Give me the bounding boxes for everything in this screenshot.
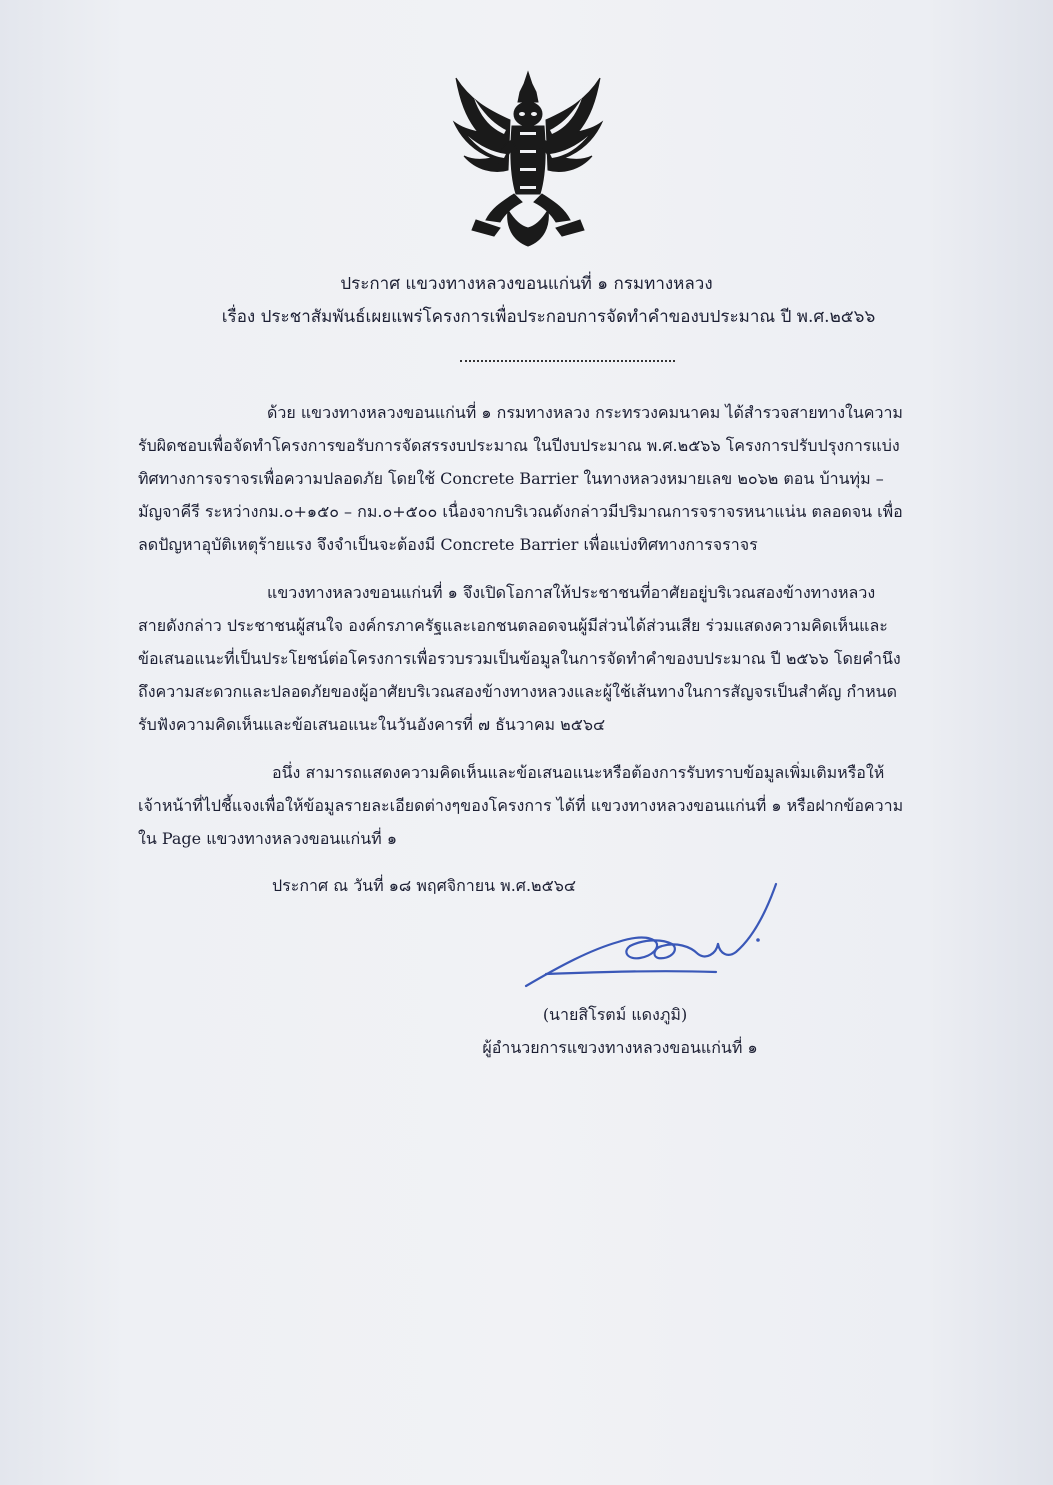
paragraph-1-line: ทิศทางการจราจรเพื่อความปลอดภัย โดยใช้ Concrete Barrier ในทางหลวงหมายเลข ๒๐๖๒ ตอน บ้านทุ่ม – <box>138 469 884 488</box>
paragraph-2-line: ข้อเสนอแนะที่เป็นประโยชน์ต่อโครงการเพื่อรวบรวมเป็นข้อมูลในการจัดทำคำของบประมาณ ปี ๒๕๖๖ โดยคำนึง <box>138 649 901 668</box>
paragraph-1-line: ด้วย แขวงทางหลวงขอนแก่นที่ ๑ กรมทางหลวง กระทรวงคมนาคม ได้สำรวจสายทางในความ <box>267 403 903 422</box>
paragraph-3-line: อนึ่ง สามารถแสดงความคิดเห็นและข้อเสนอแนะหรือต้องการรับทราบข้อมูลเพิ่มเติมหรือให้ <box>272 763 885 782</box>
garuda-emblem-icon <box>448 70 608 250</box>
paragraph-3-line: ใน Page แขวงทางหลวงขอนแก่นที่ ๑ <box>138 829 397 848</box>
announcement-date: ประกาศ ณ วันที่ ๑๘ พฤศจิกายน พ.ศ.๒๕๖๔ <box>272 876 576 895</box>
signature-icon <box>520 878 790 988</box>
paragraph-1-line: รับผิดชอบเพื่อจัดทำโครงการขอรับการจัดสรรงบประมาณ ในปีงบประมาณ พ.ศ.๒๕๖๖ โครงการปรับปรุงการแบ่ง <box>138 436 900 455</box>
paragraph-1-line: ลดปัญหาอุบัติเหตุร้ายแรง จึงจำเป็นจะต้องมี Concrete Barrier เพื่อแบ่งทิศทางการจราจร <box>138 535 758 554</box>
paragraph-2-line: รับฟังความคิดเห็นและข้อเสนอแนะในวันอังคารที่ ๗ ธันวาคม ๒๕๖๔ <box>138 715 606 734</box>
paragraph-3-line: เจ้าหน้าที่ไปชี้แจงเพื่อให้ข้อมูลรายละเอียดต่างๆของโครงการ ได้ที่ แขวงทางหลวงขอนแก่นที่ ๑ หรือฝากข้อความ <box>138 796 904 815</box>
paragraph-2-line: ถึงความสะดวกและปลอดภัยของผู้อาศัยบริเวณสองข้างทางหลวงและผู้ใช้เส้นทางในการสัญจรเป็นสำคัญ กำหนด <box>138 682 897 701</box>
announcement-subject: เรื่อง ประชาสัมพันธ์เผยแพร่โครงการเพื่อประกอบการจัดทำคำของบประมาณ ปี พ.ศ.๒๕๖๖ <box>221 307 876 327</box>
signatory-name: (นายสิโรตม์ แดงภูมิ) <box>542 1005 688 1024</box>
paragraph-2-line: สายดังกล่าว ประชาชนผู้สนใจ องค์กรภาครัฐและเอกชนตลอดจนผู้มีส่วนได้ส่วนเสีย ร่วมแสดงความคิดเห็นและ <box>138 616 888 635</box>
announcement-heading: ประกาศ แขวงทางหลวงขอนแก่นที่ ๑ กรมทางหลวง <box>340 274 713 294</box>
paragraph-2-line: แขวงทางหลวงขอนแก่นที่ ๑ จึงเปิดโอกาสให้ประชาชนที่อาศัยอยู่บริเวณสองข้างทางหลวง <box>267 583 876 602</box>
heading-divider <box>460 360 675 362</box>
signatory-position: ผู้อำนวยการแขวงทางหลวงขอนแก่นที่ ๑ <box>482 1038 758 1057</box>
paragraph-1-line: มัญจาคีรี ระหว่างกม.๐+๑๕๐ – กม.๐+๕๐๐ เนื่องจากบริเวณดังกล่าวมีปริมาณการจราจรหนาแน่น ตลอดจน เพื่อ <box>138 502 903 521</box>
